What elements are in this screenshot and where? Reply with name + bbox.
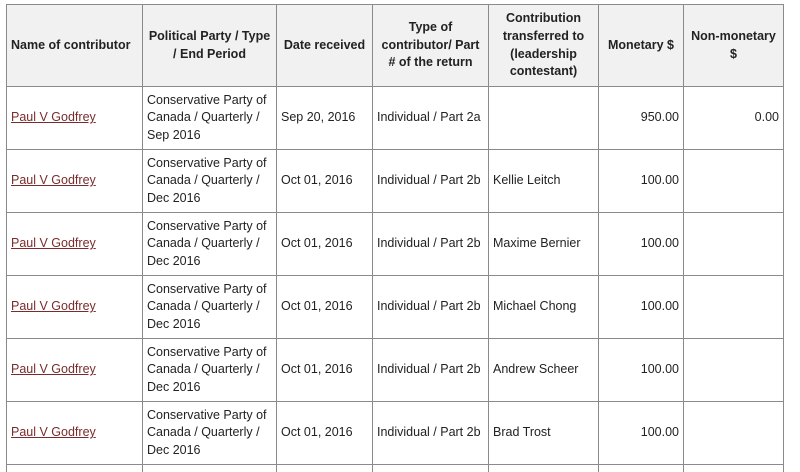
cell-monetary: 100.00 bbox=[599, 276, 684, 339]
cell-transferred bbox=[489, 87, 599, 150]
table-row bbox=[7, 87, 784, 150]
cell-empty bbox=[684, 465, 784, 472]
contributor-link[interactable]: Paul V Godfrey bbox=[11, 110, 96, 125]
cell-empty bbox=[599, 465, 684, 472]
contributor-link[interactable]: Paul V Godfrey bbox=[11, 425, 96, 440]
cell-transferred: Kellie Leitch bbox=[489, 150, 599, 213]
cell-name bbox=[7, 150, 143, 213]
cell-type: Individual / Part 2b bbox=[373, 276, 489, 339]
column-header-date[interactable]: Date received bbox=[277, 5, 373, 87]
cell-nonmonetary bbox=[684, 213, 784, 276]
column-header-name[interactable]: Name of contributor bbox=[7, 5, 143, 87]
cell-party: Conservative Party of Canada / Quarterly / Dec 2016 bbox=[143, 402, 277, 465]
table-row-partial bbox=[7, 465, 784, 472]
cell-party: Conservative Party of Canada / Quarterly / Dec 2016 bbox=[143, 276, 277, 339]
cell-nonmonetary bbox=[684, 276, 784, 339]
cell-name bbox=[7, 87, 143, 150]
cell-date: Oct 01, 2016 bbox=[277, 276, 373, 339]
cell-nonmonetary: 0.00 bbox=[684, 87, 784, 150]
cell-type: Individual / Part 2b bbox=[373, 402, 489, 465]
cell-type: Individual / Part 2b bbox=[373, 339, 489, 402]
contributor-link[interactable]: Paul V Godfrey bbox=[11, 299, 96, 314]
cell-empty bbox=[143, 465, 277, 472]
cell-name bbox=[7, 339, 143, 402]
cell-monetary: 950.00 bbox=[599, 87, 684, 150]
cell-party: Conservative Party of Canada / Quarterly / Sep 2016 bbox=[143, 87, 277, 150]
table-row bbox=[7, 276, 784, 339]
column-header-transferred[interactable]: Contribution transferred to (leadership contestant) bbox=[489, 5, 599, 87]
table-row bbox=[7, 339, 784, 402]
cell-transferred: Michael Chong bbox=[489, 276, 599, 339]
cell-party: Conservative Party of Canada / Quarterly / Dec 2016 bbox=[143, 339, 277, 402]
column-header-nonmonetary[interactable]: Non-monetary $ bbox=[684, 5, 784, 87]
cell-nonmonetary bbox=[684, 402, 784, 465]
cell-monetary: 100.00 bbox=[599, 213, 684, 276]
cell-name bbox=[7, 276, 143, 339]
cell-date: Oct 01, 2016 bbox=[277, 402, 373, 465]
cell-empty bbox=[373, 465, 489, 472]
cell-name bbox=[7, 213, 143, 276]
contributor-link[interactable]: Paul V Godfrey bbox=[11, 236, 96, 251]
column-header-monetary[interactable]: Monetary $ bbox=[599, 5, 684, 87]
contributions-table bbox=[6, 4, 784, 472]
cell-nonmonetary bbox=[684, 339, 784, 402]
column-header-party[interactable]: Political Party / Type / End Period bbox=[143, 5, 277, 87]
cell-monetary: 100.00 bbox=[599, 150, 684, 213]
cell-empty bbox=[489, 465, 599, 472]
cell-monetary: 100.00 bbox=[599, 402, 684, 465]
column-header-type[interactable]: Type of contributor/ Part # of the return bbox=[373, 5, 489, 87]
table-row bbox=[7, 150, 784, 213]
contributor-link[interactable]: Paul V Godfrey bbox=[11, 362, 96, 377]
cell-date: Sep 20, 2016 bbox=[277, 87, 373, 150]
cell-date: Oct 01, 2016 bbox=[277, 213, 373, 276]
cell-monetary: 100.00 bbox=[599, 339, 684, 402]
cell-transferred: Maxime Bernier bbox=[489, 213, 599, 276]
cell-type: Individual / Part 2a bbox=[373, 87, 489, 150]
cell-party: Conservative Party of Canada / Quarterly / Dec 2016 bbox=[143, 213, 277, 276]
cell-name bbox=[7, 402, 143, 465]
table-header-row bbox=[7, 5, 784, 87]
cell-date: Oct 01, 2016 bbox=[277, 150, 373, 213]
cell-transferred: Andrew Scheer bbox=[489, 339, 599, 402]
table-row bbox=[7, 213, 784, 276]
cell-party: Conservative Party of Canada / Quarterly / Dec 2016 bbox=[143, 150, 277, 213]
table-row bbox=[7, 402, 784, 465]
contributor-link[interactable]: Paul V Godfrey bbox=[11, 173, 96, 188]
cell-type: Individual / Part 2b bbox=[373, 213, 489, 276]
cell-nonmonetary bbox=[684, 150, 784, 213]
cell-type: Individual / Part 2b bbox=[373, 150, 489, 213]
cell-empty bbox=[277, 465, 373, 472]
cell-transferred: Brad Trost bbox=[489, 402, 599, 465]
cell-empty bbox=[7, 465, 143, 472]
cell-date: Oct 01, 2016 bbox=[277, 339, 373, 402]
